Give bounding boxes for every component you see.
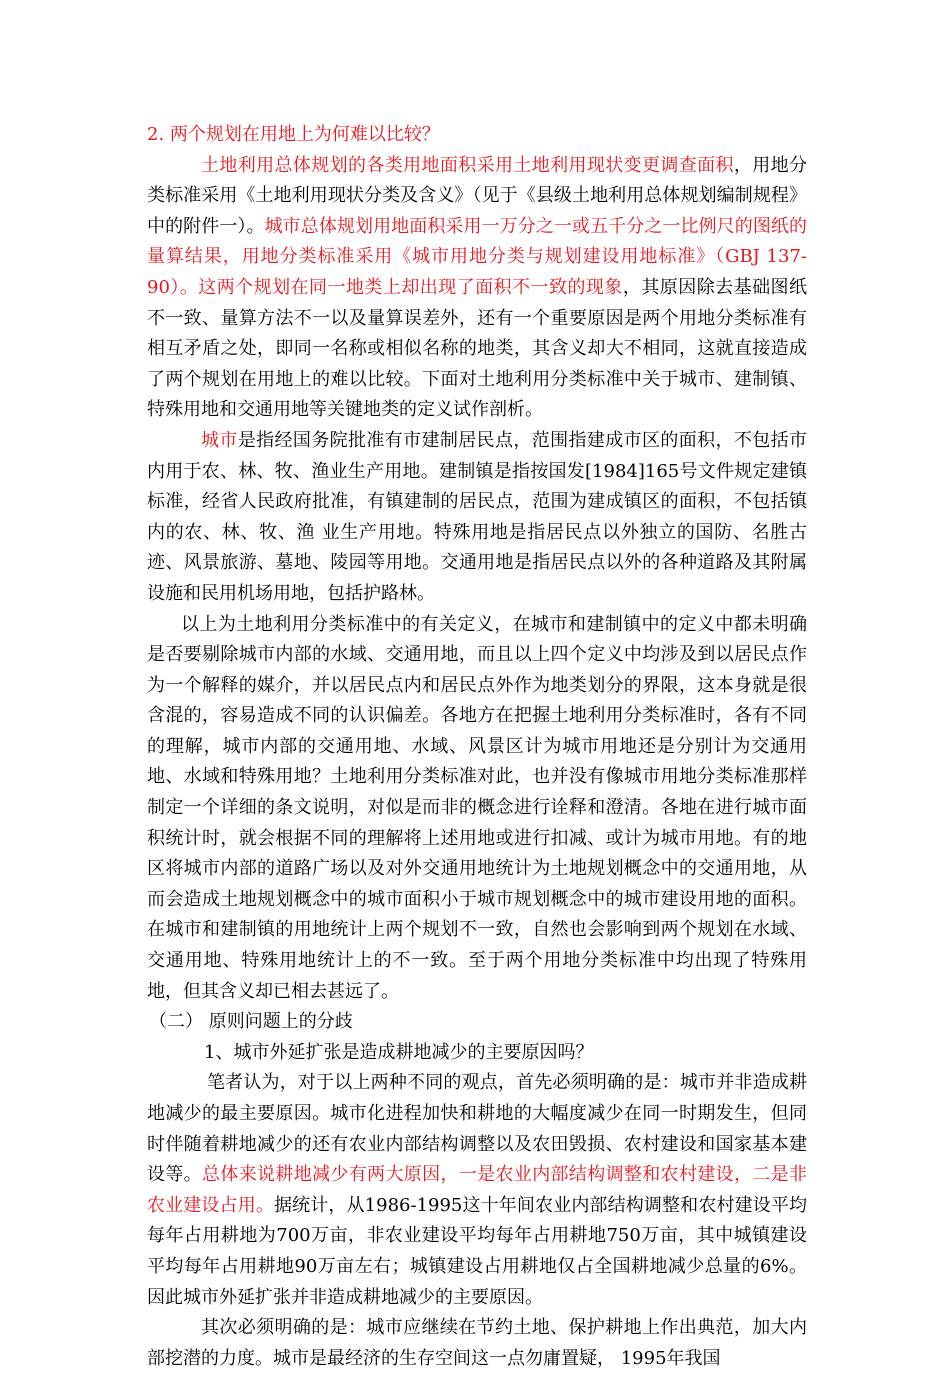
section-heading: （二） 原则问题上的分歧 [149, 1011, 353, 1033]
paragraph-definitions [147, 426, 807, 610]
paragraph-analysis: 以上为土地利用分类标准中的有关定义，在城市和建制镇中的定义中都未明确是否要剔除城市内部的水域、交通用地，而且以上四个定义中均涉及到以居民点作为一个解释的媒介，并以居民点内和居民点外作为地类划分的界限，这本身就是很含混的，容易造成不同的认识偏差。各地方在把握土地利用分类标准时，各有不同的理解，城市内部的交通用地、水域、风景区计为城市用地还是分别计为交通用地、水域和特殊用地？土地利用分类标准对此，也并没有像城市用地分类标准那样制定一个详细的条文说明，对似是而非的概念进行诠释和澄清。各地在进行城市面积统计时，就会根据不同的理解将上述用地或进行扣减、或计为城市用地。有的地区将城市内部的道路广场以及对外交通用地统计为土地规划概念中的交通用地，从而会造成土地规划概念中的城市面积小于城市规划概念中的城市建设用地的面积。在城市和建制镇的用地统计上两个规划不一致，自然也会影响到两个规划在水域、交通用地、特殊用地统计上的不一致。至于两个用地分类标准中均出现了特殊用地，但其含义却已相去甚远了。 [147, 613, 807, 1002]
highlight-text: 总体来说耕地减少有两大原因，一是农业内部结构调整和农村建设，二是非农业建设占用。 [147, 1164, 807, 1216]
body-text: ，用地分类标准采用《土地利用现状分类及含义》（见于《县级土地利用总体规划编制规程》中的附件一）。 [147, 154, 807, 237]
highlight-text: 城市总体规划用地面积采用一万分之一或五千分之一比例尺的图纸的量算结果，用地分类标准采用《城市用地分类与规划建设用地标准》（GBJ 137-90）。这两个规划在同一地类上却出现了面积不一致的现象 [147, 215, 808, 298]
paragraph-land-plan-comparison [147, 151, 807, 426]
body-text: 笔者认为，对于以上两种不同的观点，首先必须明确的是：城市并非造成耕地减少的最主要原因。城市化进程加快和耕地的大幅度减少在同一时期发生，但同时伴随着耕地减少的还有农业内部结构调整以及农田毁损、农村建设和国家基本建设等。 [147, 1072, 807, 1186]
body-text: 据统计，从1986-1995这十年间农业内部结构调整和农村建设平均每年占用耕地为700万亩，非农业建设平均每年占用耕地750万亩，其中城镇建设平均每年占用耕地90万亩左右；城镇建设占用耕地仅占全国耕地减少总量的6%。因此城市外延扩张并非造成耕地减少的主要原因。 [147, 1194, 808, 1308]
document-body [147, 120, 807, 1374]
body-text: ，其原因除去基础图纸不一致、量算方法不一以及量算误差外，还有一个重要原因是两个用地分类标准有相互矛盾之处，即同一名称或相似名称的地类，其含义却大不相同，这就直接造成了两个规划在用地上的难以比较。下面对土地利用分类标准中关于城市、建制镇、特殊用地和交通用地等关键地类的定义试作剖析。 [147, 276, 807, 421]
paragraph-city-conservation: 其次必须明确的是：城市应继续在节约土地、保护耕地上作出典范，加大内部挖潜的力度。城市是最经济的生存空间这一点勿庸置疑， 1995年我国 [147, 1317, 807, 1369]
highlight-text: 土地利用总体规划的各类用地面积采用土地利用现状变更调查面积 [201, 154, 734, 176]
question-heading: 2. 两个规划在用地上为何难以比较？ [147, 124, 440, 145]
body-text: 是指经国务院批准有市建制居民点，范围指建成市区的面积，不包括市内用于农、林、牧、渔业生产用地。建制镇是指按国发[1984]165号文件规定建镇标准，经省人民政府批准，有镇建制的居民点，范围为建成镇区的面积，不包括镇内的农、林、牧、渔 业生产用地。特殊用地是指居民点以外独立的国防、名胜古迹、风景旅游、墓地、陵园等用地。交通用地是指居民点以外的各种道路及其附属设施和民用机场用地，包括护路林。 [147, 429, 807, 604]
paragraph-farmland-reduction [147, 1068, 807, 1313]
highlight-text: 城市 [201, 429, 238, 451]
sub-question: 1、城市外延扩张是造成耕地减少的主要原因吗？ [204, 1041, 594, 1063]
